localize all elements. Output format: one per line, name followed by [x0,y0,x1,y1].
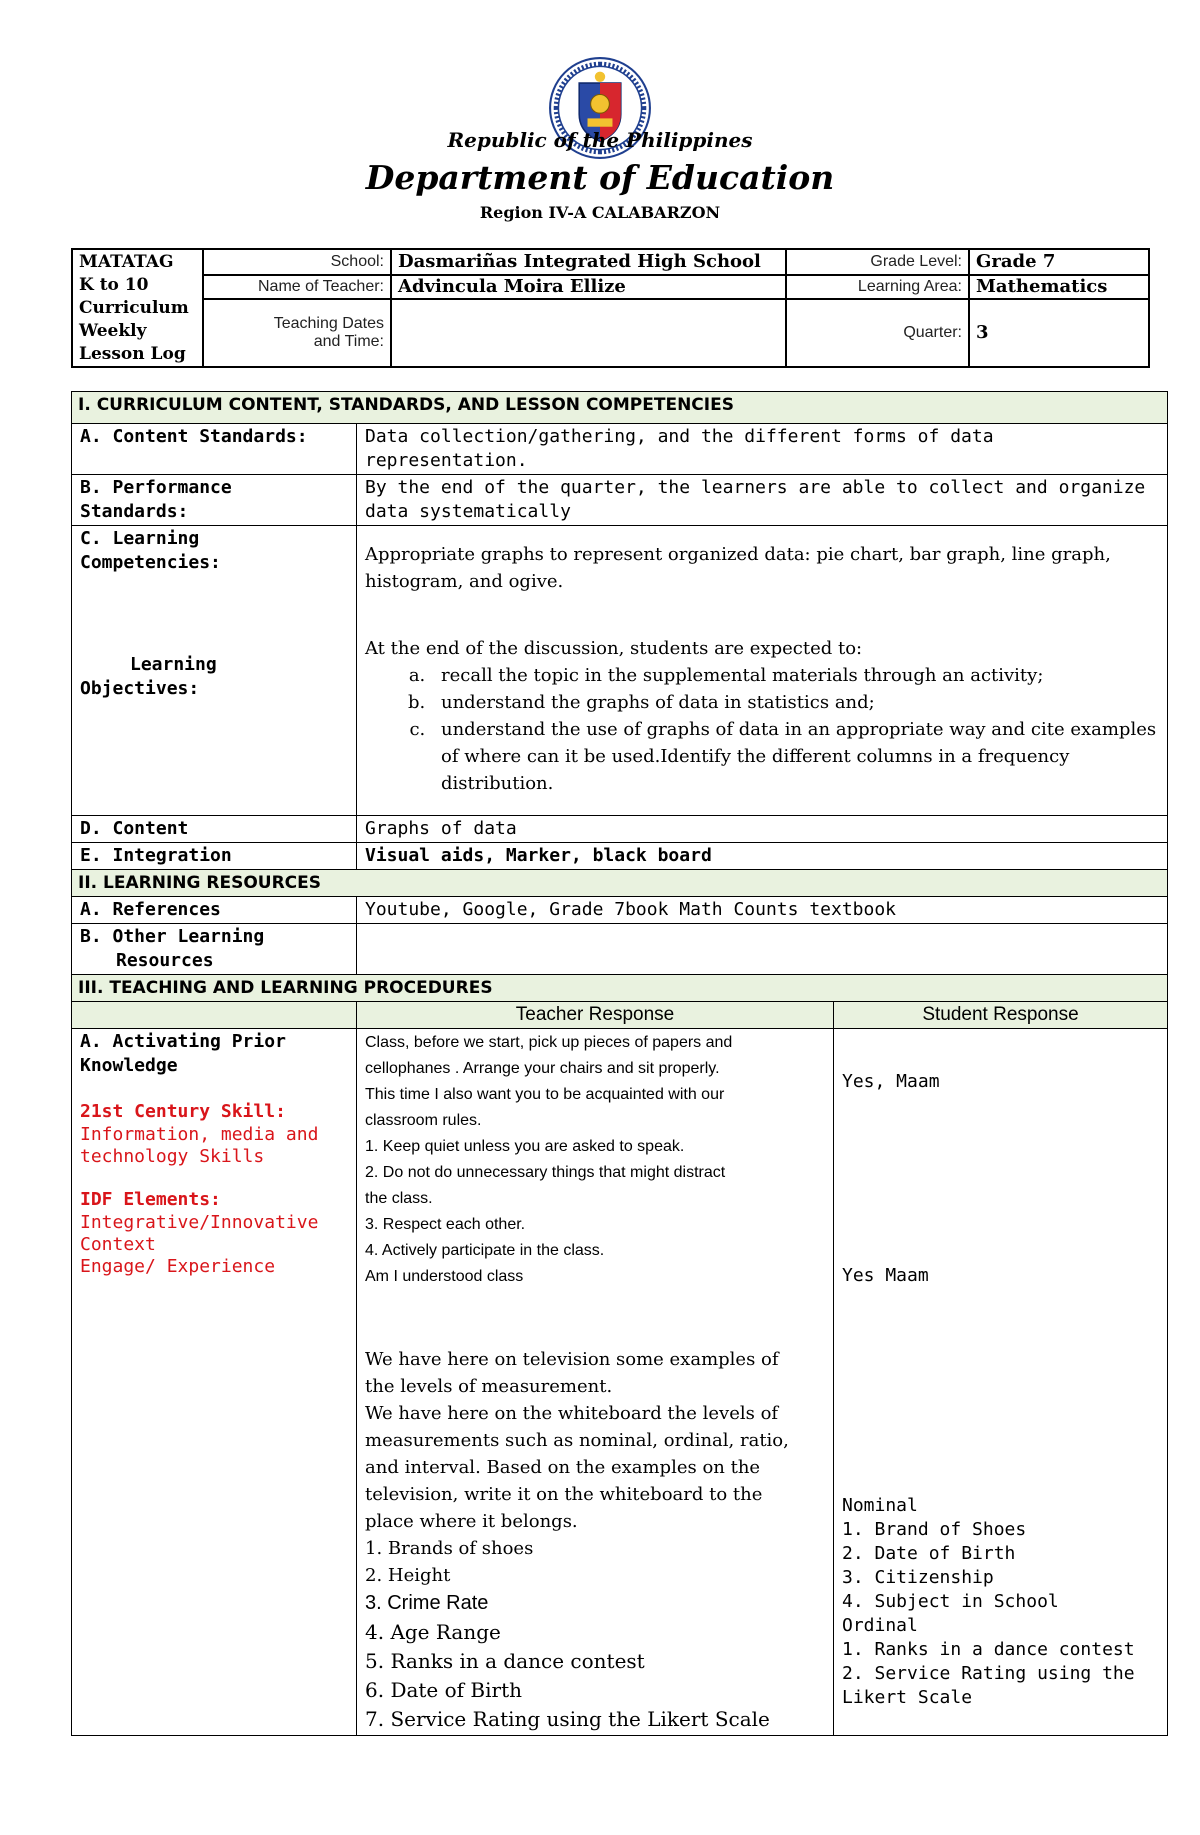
teacher-levels: We have here on television some examples of the levels of measurement. We have here on the whiteboard the levels of measurements such as nominal, ordinal, ratio, and interval. Based on the examples on the television, write it on the whiteboard to the place where it belongs. 1. Brands of shoes 2. Height 3. Crime Rate 4. Age Range 5. Ranks in a dance contest 6. Date of Birth 7. Service Rating using the Likert Scale [365,1346,825,1734]
references-label: A. References [72,897,357,924]
objectives-intro: At the end of the discussion, students are expected to: [365,638,863,659]
lesson-log-title: MATATAG K to 10 Curriculum Weekly Lesson Log [72,249,203,367]
department-title: Department of Education [365,158,835,197]
integration-label: E. Integration [72,843,357,870]
lesson-info-table [71,248,1150,368]
references-value: Youtube, Google, Grade 7book Math Counts textbook [357,897,1168,924]
competencies-value: Appropriate graphs to represent organized data: pie chart, bar graph, line graph, histogram, and ogive. [365,544,1111,592]
competencies-objectives-cell [357,526,1168,816]
student-response-header: Student Response [834,1002,1168,1029]
grade-label: Grade Level: [786,249,969,275]
activating-prior-knowledge-cell [72,1029,357,1736]
student-response-cell [834,1029,1168,1736]
skill-text: Information, media and technology Skills [80,1124,319,1167]
skill-title: 21st Century Skill: [80,1101,286,1122]
section-3-title: III. TEACHING AND LEARNING PROCEDURES [72,975,1168,1002]
section-1-title: I. CURRICULUM CONTENT, STANDARDS, AND LESSON COMPETENCIES [72,392,1168,424]
teacher-item: 4. Age Range [365,1620,501,1644]
teacher-item: 1. Brands of shoes [365,1538,534,1559]
content-label: D. Content [72,816,357,843]
teacher-response-cell [357,1029,834,1736]
objective-item: a. recall the topic in the supplemental materials through an activity; [431,662,1159,689]
quarter-label: Quarter: [786,299,969,367]
teacher-intro: Class, before we start, pick up pieces of papers and cellophanes . Arrange your chairs and sit properly. This time I also want you to be acquainted with our classroom rules. 1. Keep quiet unless you are asked to speak. 2. Do not do unnecessary things that might distract the class. 3. Respect each other. 4. Actively participate in the class. Am I understood class [365,1034,733,1285]
teacher-value: Advincula Moira Ellize [391,275,786,299]
teacher-item: 3. Crime Rate [365,1592,489,1614]
competencies-label: C. Learning Competencies: Learning Objectives: [72,526,357,816]
teacher-item: 6. Date of Birth [365,1678,523,1702]
grade-value: Grade 7 [969,249,1149,275]
republic-line: Republic of the Philippines [447,128,753,152]
area-value: Mathematics [969,275,1149,299]
teacher-item: 5. Ranks in a dance contest [365,1649,645,1673]
objectives-label: Learning [130,654,217,675]
student-yes-1: Yes, Maam [842,1071,940,1092]
teacher-item: 2. Height [365,1565,451,1586]
content-value: Graphs of data [357,816,1168,843]
objective-item: b. understand the graphs of data in statistics and; [431,689,1159,716]
objective-item: c. understand the use of graphs of data in an appropriate way and cite examples of where can it be used.Identify the different columns in a frequency distribution. [431,716,1159,797]
quarter-value: 3 [969,299,1149,367]
objectives-list [365,662,1159,797]
content-standards-label: A. Content Standards: [72,424,357,475]
idf-text: Integrative/Innovative Context Engage/ Experience [80,1212,319,1277]
performance-standards-value: By the end of the quarter, the learners are able to collect and organize data systematically [357,475,1168,526]
blank-header [72,1002,357,1029]
school-label: School: [203,249,391,275]
other-resources-label: B. Other Learning Resources [72,924,357,975]
other-resources-value [357,924,1168,975]
student-yes-2: Yes Maam [842,1265,929,1286]
school-value: Dasmariñas Integrated High School [391,249,786,275]
teacher-response-header: Teacher Response [357,1002,834,1029]
dates-value [391,299,786,367]
activating-label: A. Activating Prior Knowledge [80,1031,286,1076]
area-label: Learning Area: [786,275,969,299]
section-2-title: II. LEARNING RESOURCES [72,870,1168,897]
teacher-label: Name of Teacher: [203,275,391,299]
idf-title: IDF Elements: [80,1189,221,1210]
lesson-log-table [71,391,1168,1736]
dates-label: Teaching Dates and Time: [203,299,391,367]
integration-value: Visual aids, Marker, black board [357,843,1168,870]
content-standards-value: Data collection/gathering, and the different forms of data representation. [357,424,1168,475]
performance-standards-label: B. Performance Standards: [72,475,357,526]
region-line: Region IV-A CALABARZON [479,203,721,222]
student-answers: Nominal 1. Brand of Shoes 2. Date of Birth 3. Citizenship 4. Subject in School Ordinal 1. Ranks in a dance contest 2. Service Rating using the Likert Scale [842,1495,1135,1708]
teacher-item: 7. Service Rating using the Likert Scale [365,1707,770,1731]
